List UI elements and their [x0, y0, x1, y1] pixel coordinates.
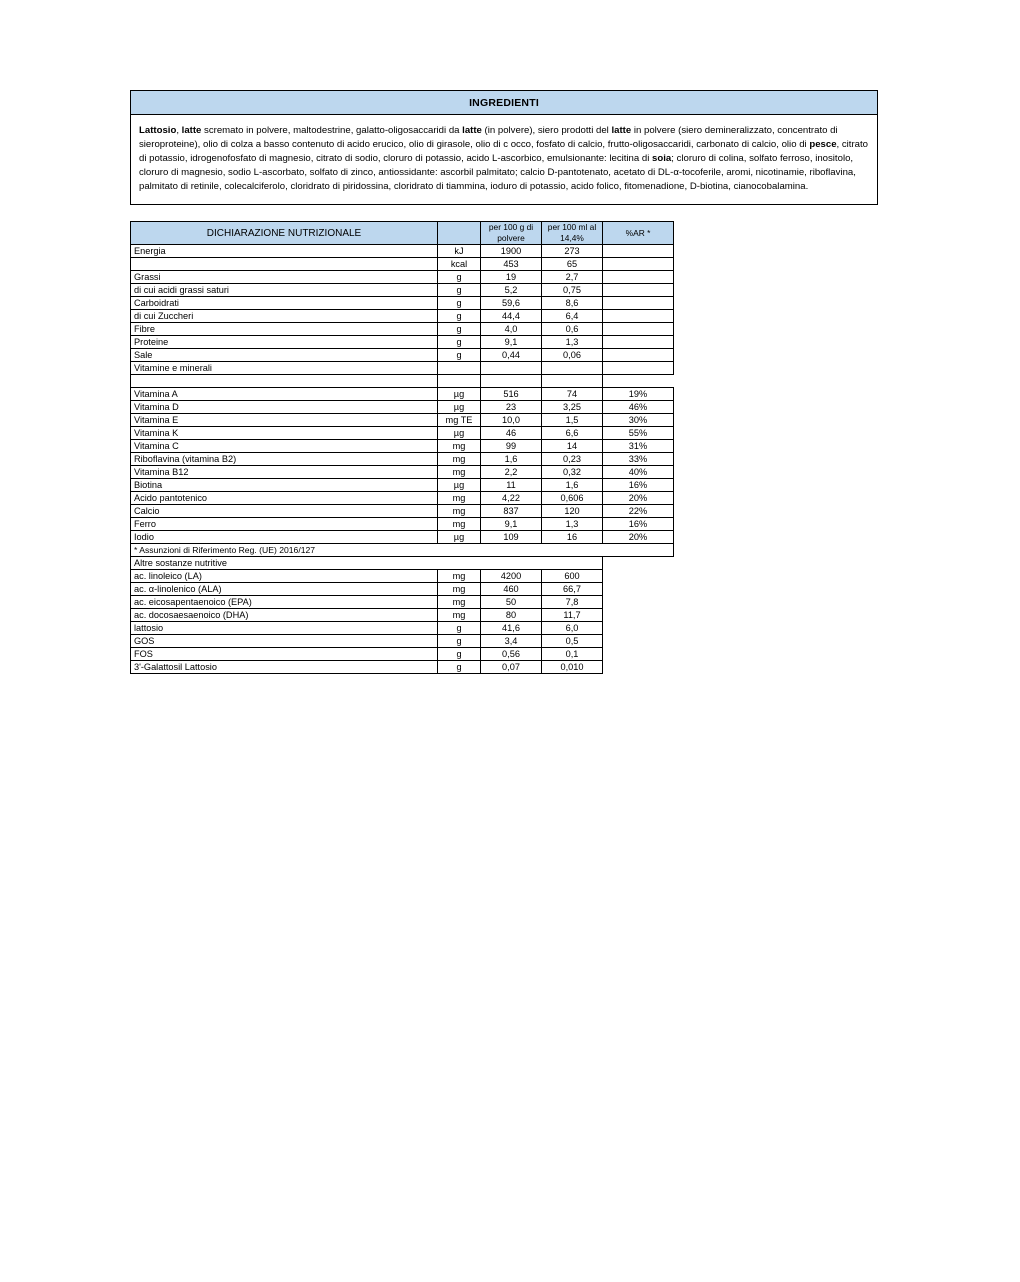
row-label: Riboflavina (vitamina B2)	[131, 453, 438, 466]
footnote-row	[131, 544, 674, 557]
row-unit: g	[438, 310, 481, 323]
table-row	[131, 661, 674, 674]
row-unit: mg	[438, 596, 481, 609]
row-per-100g: 4200	[481, 570, 542, 583]
row-per-100g: 453	[481, 258, 542, 271]
column-per-100ml: per 100 ml al 14,4%	[542, 222, 603, 245]
spacer-cell	[603, 375, 674, 388]
row-unit: g	[438, 297, 481, 310]
row-per-100ml: 120	[542, 505, 603, 518]
row-label: Vitamina E	[131, 414, 438, 427]
row-label: Vitamina B12	[131, 466, 438, 479]
table-row	[131, 622, 674, 635]
table-row	[131, 336, 674, 349]
row-per-100g: 0,56	[481, 648, 542, 661]
row-per-100g: 99	[481, 440, 542, 453]
row-per-100g: 59,6	[481, 297, 542, 310]
row-per-100g: 41,6	[481, 622, 542, 635]
row-unit: µg	[438, 531, 481, 544]
table-row	[131, 453, 674, 466]
table-row	[131, 362, 674, 375]
ingredients-box	[130, 90, 878, 205]
row-unit: g	[438, 349, 481, 362]
row-per-100g	[481, 362, 542, 375]
row-unit: g	[438, 271, 481, 284]
row-per-100g: 80	[481, 609, 542, 622]
column-per-100g: per 100 g di polvere	[481, 222, 542, 245]
table-row	[131, 271, 674, 284]
nutrition-title: DICHIARAZIONE NUTRIZIONALE	[131, 222, 438, 245]
footnote-text: * Assunzioni di Riferimento Reg. (UE) 2016/127	[131, 544, 674, 557]
row-label	[131, 258, 438, 271]
row-ar: 33%	[603, 453, 674, 466]
table-row	[131, 284, 674, 297]
row-ar	[603, 362, 674, 375]
table-row	[131, 505, 674, 518]
table-header-row	[131, 222, 674, 245]
table-row	[131, 427, 674, 440]
row-per-100g: 1900	[481, 245, 542, 258]
row-label: Vitamina A	[131, 388, 438, 401]
table-row	[131, 310, 674, 323]
row-ar	[603, 635, 674, 648]
row-ar: 31%	[603, 440, 674, 453]
row-per-100g: 109	[481, 531, 542, 544]
row-unit: mg	[438, 583, 481, 596]
row-per-100g: 46	[481, 427, 542, 440]
row-per-100g: 44,4	[481, 310, 542, 323]
table-row	[131, 492, 674, 505]
row-ar: 22%	[603, 505, 674, 518]
table-row	[131, 401, 674, 414]
row-unit: g	[438, 336, 481, 349]
row-label: Biotina	[131, 479, 438, 492]
table-row	[131, 583, 674, 596]
row-per-100g: 4,22	[481, 492, 542, 505]
document-content	[130, 90, 878, 674]
row-label: Calcio	[131, 505, 438, 518]
row-label: Vitamina C	[131, 440, 438, 453]
row-ar	[603, 596, 674, 609]
row-ar: 19%	[603, 388, 674, 401]
spacer-row	[131, 375, 674, 388]
row-unit: mg	[438, 453, 481, 466]
row-ar	[603, 258, 674, 271]
row-unit: g	[438, 648, 481, 661]
row-per-100ml: 74	[542, 388, 603, 401]
row-per-100ml: 273	[542, 245, 603, 258]
row-per-100g: 5,2	[481, 284, 542, 297]
row-unit: µg	[438, 479, 481, 492]
table-row	[131, 466, 674, 479]
row-unit: µg	[438, 427, 481, 440]
row-label: Fibre	[131, 323, 438, 336]
empty-cell	[603, 557, 674, 570]
row-per-100g: 1,6	[481, 453, 542, 466]
nutrition-table	[130, 221, 674, 674]
row-ar	[603, 323, 674, 336]
row-ar	[603, 284, 674, 297]
row-per-100g: 19	[481, 271, 542, 284]
row-unit: mg TE	[438, 414, 481, 427]
row-label: Energia	[131, 245, 438, 258]
row-per-100ml: 1,5	[542, 414, 603, 427]
row-per-100ml: 3,25	[542, 401, 603, 414]
row-per-100ml: 0,75	[542, 284, 603, 297]
row-ar	[603, 271, 674, 284]
row-per-100ml: 1,3	[542, 336, 603, 349]
row-unit: mg	[438, 518, 481, 531]
row-ar	[603, 245, 674, 258]
row-per-100ml	[542, 362, 603, 375]
nutrition-table-body	[131, 222, 674, 674]
row-per-100ml: 0,23	[542, 453, 603, 466]
row-label: ac. eicosapentaenoico (EPA)	[131, 596, 438, 609]
row-label: Iodio	[131, 531, 438, 544]
row-per-100ml: 66,7	[542, 583, 603, 596]
row-per-100ml: 1,3	[542, 518, 603, 531]
table-row	[131, 388, 674, 401]
row-ar: 16%	[603, 518, 674, 531]
row-ar	[603, 297, 674, 310]
row-unit: mg	[438, 505, 481, 518]
spacer-cell	[438, 375, 481, 388]
row-label: Grassi	[131, 271, 438, 284]
row-label: ac. α-linolenico (ALA)	[131, 583, 438, 596]
row-per-100ml: 0,32	[542, 466, 603, 479]
row-per-100ml: 0,010	[542, 661, 603, 674]
table-row	[131, 518, 674, 531]
row-per-100ml: 7,8	[542, 596, 603, 609]
row-unit: mg	[438, 609, 481, 622]
row-per-100ml: 65	[542, 258, 603, 271]
row-per-100g: 23	[481, 401, 542, 414]
column-ar: %AR *	[603, 222, 674, 245]
row-per-100ml: 6,4	[542, 310, 603, 323]
table-row	[131, 596, 674, 609]
row-per-100ml: 0,5	[542, 635, 603, 648]
row-per-100ml: 2,7	[542, 271, 603, 284]
row-label: FOS	[131, 648, 438, 661]
table-row	[131, 349, 674, 362]
table-row	[131, 440, 674, 453]
row-per-100ml: 0,606	[542, 492, 603, 505]
ingredients-heading: INGREDIENTI	[131, 91, 877, 115]
row-label: 3'-Galattosil Lattosio	[131, 661, 438, 674]
row-ar	[603, 648, 674, 661]
row-per-100ml: 0,6	[542, 323, 603, 336]
row-per-100g: 10,0	[481, 414, 542, 427]
row-label: GOS	[131, 635, 438, 648]
row-ar	[603, 661, 674, 674]
row-ar	[603, 583, 674, 596]
row-label: Sale	[131, 349, 438, 362]
row-per-100ml: 600	[542, 570, 603, 583]
row-label: di cui Zuccheri	[131, 310, 438, 323]
row-unit: mg	[438, 466, 481, 479]
row-label: Vitamine e minerali	[131, 362, 438, 375]
row-label: Vitamina K	[131, 427, 438, 440]
row-label: di cui acidi grassi saturi	[131, 284, 438, 297]
row-per-100ml: 16	[542, 531, 603, 544]
row-per-100g: 0,07	[481, 661, 542, 674]
row-per-100ml: 11,7	[542, 609, 603, 622]
row-label: lattosio	[131, 622, 438, 635]
row-ar	[603, 310, 674, 323]
other-substances-title-row	[131, 557, 674, 570]
row-ar	[603, 609, 674, 622]
row-per-100ml: 6,0	[542, 622, 603, 635]
row-label: Vitamina D	[131, 401, 438, 414]
row-ar: 40%	[603, 466, 674, 479]
row-per-100g: 50	[481, 596, 542, 609]
row-label: Ferro	[131, 518, 438, 531]
spacer-cell	[481, 375, 542, 388]
row-unit: g	[438, 635, 481, 648]
row-ar: 46%	[603, 401, 674, 414]
row-unit: g	[438, 284, 481, 297]
row-per-100ml: 14	[542, 440, 603, 453]
row-label: ac. docosaesaenoico (DHA)	[131, 609, 438, 622]
row-ar: 20%	[603, 531, 674, 544]
ingredients-text: Lattosio, latte scremato in polvere, maltodestrine, galatto-oligosaccaridi da latte (in polvere), siero prodotti del latte in polvere (siero demineralizzato, concentrato di sieroproteine), olio di colza a basso contenuto di acido erucico, olio di girasole, olio di c occo, fosfato di calcio, frutto-oligosaccaridi, carbonato di calcio, olio di pesce, citrato di potassio, idrogenofosfato di magnesio, citrato di sodio, cloruro di potassio, acido L-ascorbico, emulsionante: lecitina di soia; cloruro di colina, solfato ferroso, inositolo, cloruro di magnesio, sodio L-ascorbato, solfato di zinco, antiossidante: ascorbil palmitato; calcio D-pantotenato, acetato di DL-α-tocoferile, aromi, nicotinamie, riboflavina, palmitato di retinile, colecalciferolo, cloridrato di piridossina, cloridrato di tiammina, ioduro di potassio, acido folico, fitomenadione, D-biotina, cianocobalamina.	[139, 125, 868, 192]
row-ar	[603, 622, 674, 635]
row-unit: µg	[438, 401, 481, 414]
row-unit: g	[438, 661, 481, 674]
row-per-100g: 516	[481, 388, 542, 401]
row-ar: 30%	[603, 414, 674, 427]
row-unit: kJ	[438, 245, 481, 258]
table-row	[131, 635, 674, 648]
other-substances-title: Altre sostanze nutritive	[131, 557, 603, 570]
row-unit: mg	[438, 440, 481, 453]
nutrition-section	[130, 221, 878, 674]
row-label: Acido pantotenico	[131, 492, 438, 505]
row-unit: mg	[438, 492, 481, 505]
row-per-100ml: 0,06	[542, 349, 603, 362]
spacer-cell	[542, 375, 603, 388]
table-row	[131, 531, 674, 544]
row-ar: 55%	[603, 427, 674, 440]
row-unit: g	[438, 323, 481, 336]
row-label: Proteine	[131, 336, 438, 349]
row-ar	[603, 349, 674, 362]
row-label: ac. linoleico (LA)	[131, 570, 438, 583]
row-unit: kcal	[438, 258, 481, 271]
spacer-cell	[131, 375, 438, 388]
row-per-100g: 4,0	[481, 323, 542, 336]
table-row	[131, 479, 674, 492]
table-row	[131, 414, 674, 427]
row-per-100g: 2,2	[481, 466, 542, 479]
row-unit: mg	[438, 570, 481, 583]
row-unit: g	[438, 622, 481, 635]
row-ar: 16%	[603, 479, 674, 492]
row-unit	[438, 362, 481, 375]
row-per-100ml: 1,6	[542, 479, 603, 492]
table-row	[131, 297, 674, 310]
row-per-100ml: 0,1	[542, 648, 603, 661]
row-per-100g: 9,1	[481, 518, 542, 531]
table-row	[131, 245, 674, 258]
row-label: Carboidrati	[131, 297, 438, 310]
row-per-100g: 9,1	[481, 336, 542, 349]
row-per-100g: 11	[481, 479, 542, 492]
row-unit: µg	[438, 388, 481, 401]
row-ar	[603, 570, 674, 583]
table-row	[131, 258, 674, 271]
table-row	[131, 609, 674, 622]
row-per-100g: 3,4	[481, 635, 542, 648]
row-per-100ml: 6,6	[542, 427, 603, 440]
row-ar: 20%	[603, 492, 674, 505]
table-row	[131, 570, 674, 583]
table-row	[131, 323, 674, 336]
row-per-100g: 837	[481, 505, 542, 518]
row-per-100g: 0,44	[481, 349, 542, 362]
row-per-100ml: 8,6	[542, 297, 603, 310]
column-unit	[438, 222, 481, 245]
table-row	[131, 648, 674, 661]
row-ar	[603, 336, 674, 349]
row-per-100g: 460	[481, 583, 542, 596]
